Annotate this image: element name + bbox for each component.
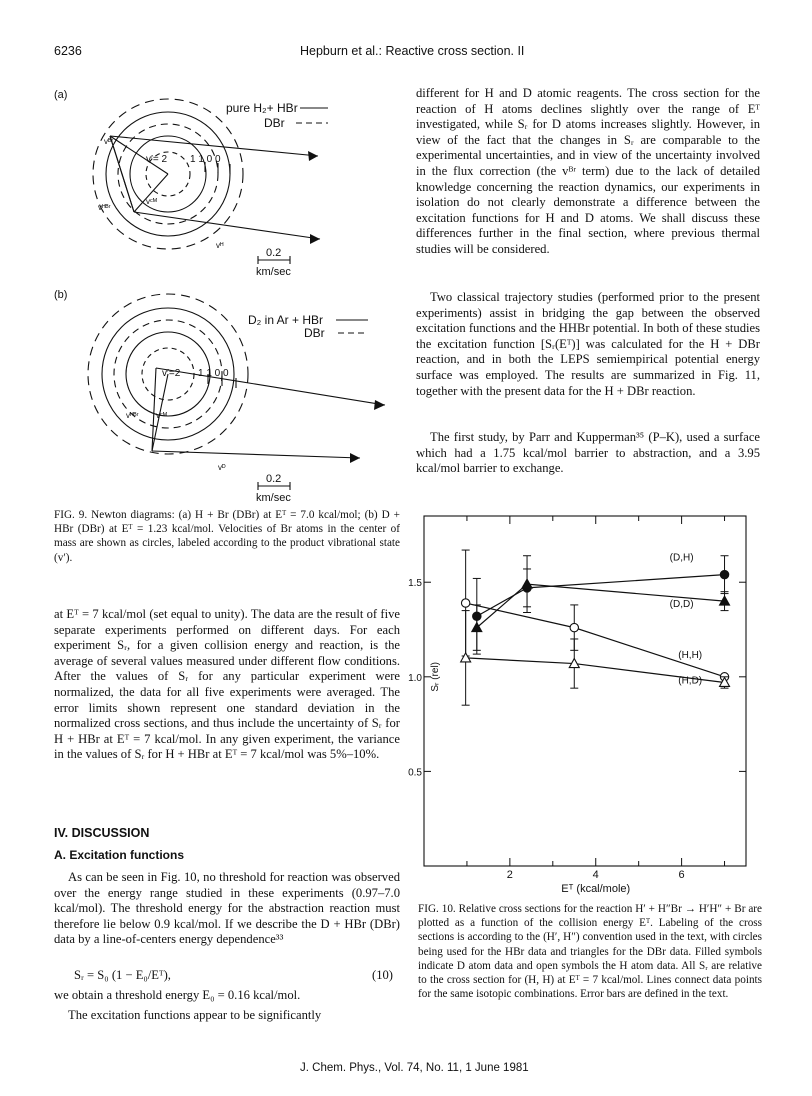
vhbr-label-a: vᴴᴮʳ [98,203,111,212]
scale-value-a: 0.2 [266,247,282,259]
footer-citation: J. Chem. Phys., Vol. 74, No. 11, 1 June 1981 [300,1062,529,1074]
running-title: Hepburn et al.: Reactive cross section. II [300,44,525,58]
y-tick-label: 0.5 [408,767,422,779]
y-axis-label: Sᵣ (rel) [430,661,441,692]
figure-9-caption: FIG. 9. Newton diagrams: (a) H + Br (DBr) at Eᵀ = 7.0 kcal/mol; (b) D + HBr (DBr) at Eᵀ = 1.23 kcal/mol. Velocities of Br atoms in the center of mass are shown as circles, labeled according to the product vibrational state (v′). [54,509,400,564]
right-column-paragraph-3: The first study, by Parr and Kupperman³⁵ (P–K), used a surface which had a 1.75 kcal/mol barrier to abstraction, and a 3.95 kcal/mol barrier to exchange. [416,430,760,476]
v-label-a: v′= 2 [146,154,168,165]
figure-9-newton-diagrams [50,84,410,504]
x-tick-label: 2 [506,869,513,881]
section-heading: IV. DISCUSSION [54,826,150,840]
equation-number: (10) [372,968,393,982]
v-ticks-b: 1 1 0 0 [198,368,229,379]
left-column-paragraph-3: we obtain a threshold energy E₀ = 0.16 kcal/mol. [54,988,301,1002]
left-column-paragraph-1: at Eᵀ = 7 kcal/mol (set equal to unity). The data are the result of five separate experiments performed on different days. For each experiment Sᵣ, for a given collision energy and reaction, is the average of several values measured under different flow conditions. After the values of Sᵣ for any particular experiment were normalized, the data for all five experiments were averaged. The error limits shown represent one standard deviation in the normalized cross sections, and thus include the uncertainty of Sᵣ for H + HBr at Eᵀ = 7 kcal/mol. In any given experiment, the variance in the values of Sᵣ for H + HBr at Eᵀ = 7 kcal/mol was 5%–10%. [54,607,400,762]
subsection-heading: A. Excitation functions [54,848,185,862]
series-label: (D,H) [669,552,694,564]
v-label-b: v′=2 [162,368,181,379]
page-number: 6236 [54,44,82,58]
vd-label: vᴰ [218,463,226,472]
scale-value-b: 0.2 [266,473,282,485]
data-point [461,653,471,662]
data-point [720,570,728,578]
data-point [570,623,578,631]
vh-label: vᴴ [216,241,224,250]
y-tick-label: 1.5 [408,578,422,590]
v-ticks-a: 1 1 0 0 [190,154,221,165]
vbr-label: vᴮʳ [104,137,114,146]
series-label: (H,D) [678,675,703,687]
x-axis-label: Eᵀ (kcal/mole) [561,883,631,895]
plot-frame [424,516,746,866]
x-tick-label: 6 [678,869,685,881]
x-tick-label: 4 [592,869,599,881]
data-point [522,579,532,588]
legend-b-solid: D₂ in Ar + HBr [248,313,324,327]
panel-b-label: (b) [54,289,68,301]
left-column-paragraph-4: The excitation functions appear to be significantly [68,1008,322,1022]
data-point [461,599,469,607]
vcm-label-a: vᶜᴹ [146,197,157,206]
left-column-paragraph-2: As can be seen in Fig. 10, no threshold for reaction was observed over the energy range studied in these experiments (0.97–7.0 kcal/mol). The threshold energy for the abstraction reaction must therefore lie below 0.9 kcal/mol. If we describe the D + HBr (DBr) data by a line-of-centers energy dependence³³ [54,870,400,947]
series-label: (H,H) [678,649,703,661]
y-tick-label: 1.0 [408,672,422,684]
equation-10: Sᵣ = S₀ (1 − E₀/Eᵀ), [74,968,171,982]
vcm-label-b: vᶜᴹ [156,411,167,420]
panel-a-label: (a) [54,89,68,101]
legend-b-dashed: DBr [304,326,325,340]
right-column-paragraph-2: Two classical trajectory studies (performed prior to the present experiments) assist in bridging the gap between the observed excitation functions and the HHBr potential. In both of these studies the excitation function [Sᵣ(Eᵀ)] was calculated for the H + DBr reaction, and in both the LEPS semiempirical potential energy surface was employed. The results are summarized in Fig. 11, together with the present data for the H + DBr reaction. [416,290,760,398]
legend-a-solid: pure H₂+ HBr [226,101,298,115]
series-label: (D,D) [669,598,694,610]
figure-10-caption: FIG. 10. Relative cross sections for the reaction H′ + H″Br → H′H″ + Br are plotted as a function of the collision energy Eᵀ. Labeling of the cross sections is according to the (H′, H″) convention used in the text, with circles being used for the HBr data and triangles for the DBr data. Filled symbols indicate D atom data and open symbols the H atom data. All Sᵣ are relative to the cross section for (H, H) at Eᵀ = 7 kcal/mol. Lines connect data points for the same isotopic combinations. Error bars are defined in the text. [418,903,762,1001]
vhbr-label-b: vᴴᴮʳ [126,411,139,420]
scale-unit-a: km/sec [256,266,291,278]
figure-10-chart [408,508,762,898]
legend-a-dashed: DBr [264,116,285,130]
right-column-paragraph-1: different for H and D atomic reagents. The cross section for the reaction of H atoms declines slightly over the range of Eᵀ investigated, while Sᵣ for D atoms increases slightly. However, in view of the fact that the changes in Sᵣ are comparable to the experimental uncertainties, and in view of the uncertainty involved in the flux correction (the vᴮʳ term) due to the lack of detailed knowledge concerning the reaction dynamics, our experiments in isolation do not clearly demonstrate a difference between the excitation functions for H and D atoms. We shall discuss these differences further in the final section, where previous thermal studies will be considered. [416,86,760,256]
scale-unit-b: km/sec [256,492,291,504]
